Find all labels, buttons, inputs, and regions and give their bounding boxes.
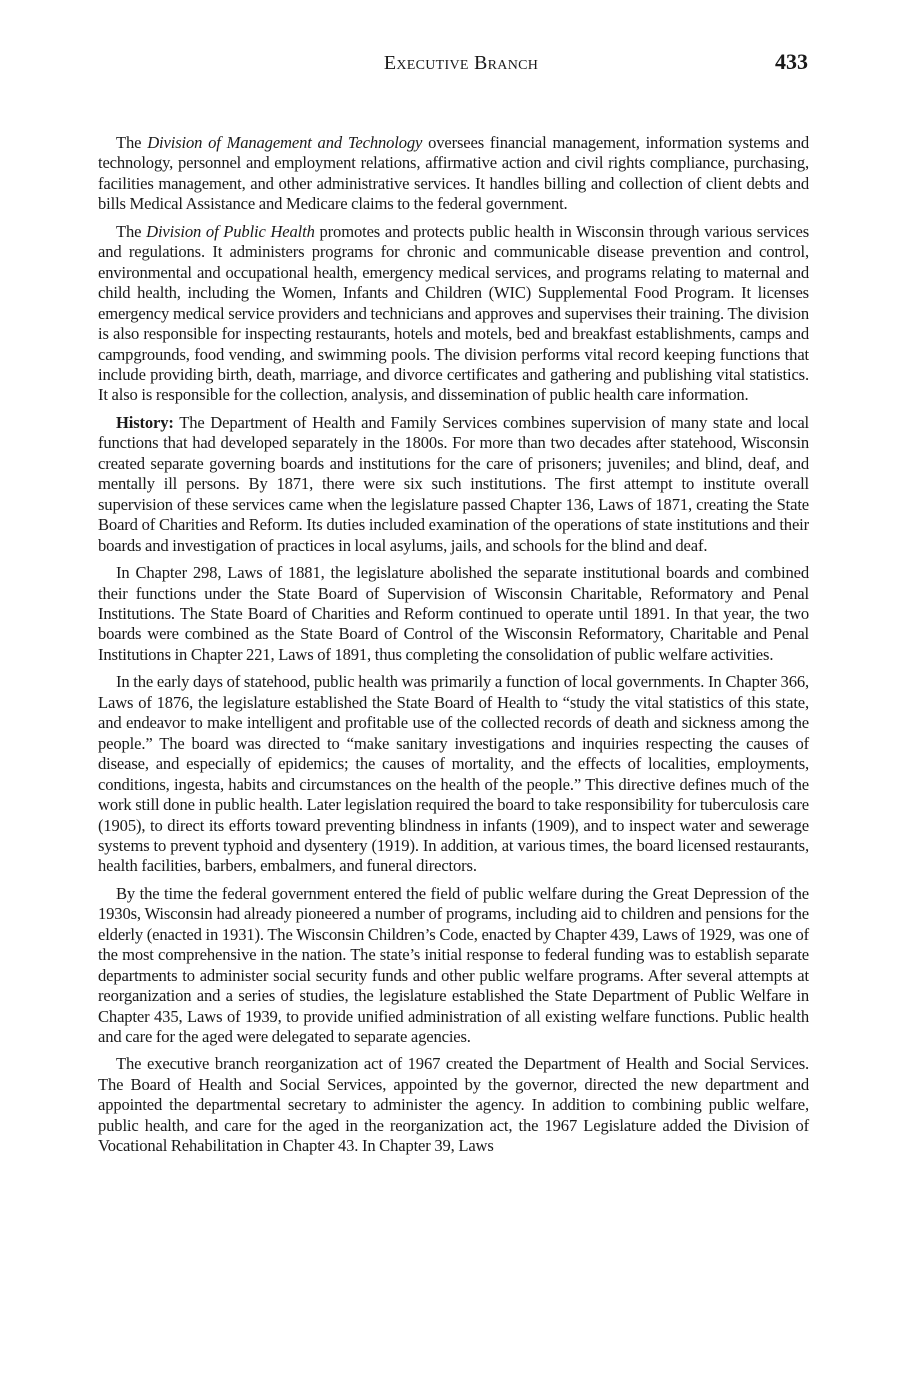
paragraph-history	[98, 413, 809, 556]
paragraph-great-depression	[98, 884, 809, 1048]
paragraph-text: The executive branch reorganization act of 1967 created the Department of Health and Social Services. The Board of Health and Social Services, appointed by the governor, directed the new department and appointed the departmental secretary to administer the agency. In addition to combining public welfare, public health, and care for the aged in the reorganization act, the 1967 Legislature added the Division of Vocational Rehabilitation in Chapter 43. In Chapter 39, Laws	[98, 1054, 809, 1156]
paragraph-text: In Chapter 298, Laws of 1881, the legislature abolished the separate institutional boards and combined their functions under the State Board of Supervision of Wisconsin Charitable, Reformatory and Penal Institutions. The State Board of Charities and Reform continued to operate until 1891. In that year, the two boards were combined as the State Board of Control of the Wisconsin Reformatory, Charitable and Penal Institutions in Chapter 221, Laws of 1891, thus completing the consolidation of public welfare activities.	[98, 563, 809, 664]
paragraph-management-technology: The Division of Management and Technology oversees financial management, information systems and technology, personnel and employment relations, affirmative action and civil rights compliance, purchasing, facilities management, and other administrative services. It handles billing and collection of client debts and bills Medical Assistance and Medicare claims to the federal government.	[98, 133, 809, 214]
paragraph-text: In the early days of statehood, public health was primarily a function of local governments. In Chapter 366, Laws of 1876, the legislature established the State Board of Health to “study the vital statistics of this state, and endeavor to make intelligent and profitable use of the collected records of death and sickness among the people.” The board was directed to “make sanitary investigations and inquiries respecting the causes of disease, and especially of epidemics; the causes of mortality, and the effects of localities, employments, conditions, ingesta, habits and circumstances on the health of the people.” This directive defines much of the work still done in public health. Later legislation required the board to take responsibility for tuberculosis care (1905), to direct its efforts toward preventing blindness in infants (1909), and to inspect water and sewerage systems to prevent typhoid and dysentery (1919). In addition, at various times, the board licensed restaurants, health facilities, barbers, embalmers, and funeral directors.	[98, 672, 809, 876]
history-heading: History:	[116, 412, 174, 432]
division-name-management-technology: Division of Management and Technology	[147, 133, 423, 152]
paragraph-public-health: The Division of Public Health promotes and protects public health in Wisconsin through various services and regulations. It administers programs for chronic and communicable disease prevention and control, environmental and occupational health, emergency medical services, and programs relating to maternal and child health, including the Women, Infants and Children (WIC) Supplemental Food Program. It licenses emergency medical service providers and technicians and approves and supervises their training. The division is also responsible for inspecting restaurants, hotels and motels, bed and breakfast establishments, camps and campgrounds, food vending, and swimming pools. The division performs vital record keeping functions that include providing birth, death, marriage, and divorce certificates and gathering and publishing vital statistics. It also is responsible for the collection, analysis, and dissemination of public health care information.	[98, 221, 810, 405]
page-header	[114, 49, 808, 82]
running-head: Executive Branch	[383, 52, 539, 74]
paragraph-text: oversees financial management, information systems and technology, personnel and employment relations, affirmative action and civil rights compliance, purchasing, facilities management, and other administrative services. It handles billing and collection of client debts and bills Medical Assistance and Medicare claims to the federal government.	[98, 133, 809, 214]
page-number: 433	[775, 49, 808, 74]
paragraph-reorganization-1967	[98, 1054, 809, 1156]
paragraph-chapter-298	[98, 563, 809, 665]
paragraph-public-health-history	[98, 672, 809, 877]
paragraph-text: By the time the federal government entered the field of public welfare during the Great Depression of the 1930s, Wisconsin had already pioneered a number of programs, including aid to children and pensions for the elderly (enacted in 1931). The Wisconsin Children’s Code, enacted by Chapter 439, Laws of 1929, was one of the most comprehensive in the nation. The state’s initial response to federal funding was to establish separate departments to administer social security funds and other public welfare programs. After several attempts at reorganization and a series of studies, the legislature established the State Department of Public Welfare in Chapter 435, Laws of 1939, to provide unified administration of all existing welfare functions. Public health and care for the aged were delegated to separate agencies.	[98, 883, 809, 1047]
body-text	[98, 133, 809, 1164]
division-name-public-health: Division of Public Health	[146, 221, 315, 241]
paragraph-text: The Department of Health and Family Services combines supervision of many state and local functions that had developed separately in the 1800s. For more than two decades after statehood, Wisconsin created separate governing boards and institutions for the care of prisoners; juveniles; and blind, deaf, and mentally ill persons. By 1871, there were six such institutions. The first attempt to institute overall supervision of these services came when the legislature passed Chapter 136, Laws of 1871, creating the State Board of Charities and Reform. Its duties included examination of the operations of state institutions and their boards and investigation of practices in local asylums, jails, and schools for the blind and deaf.	[98, 412, 809, 555]
paragraph-text: promotes and protects public health in Wisconsin through various services and regulations. It administers programs for chronic and communicable disease prevention and control, environmental and occupational health, emergency medical services, and programs relating to maternal and child health, including the Women, Infants and Children (WIC) Supplemental Food Program. It licenses emergency medical service providers and technicians and approves and supervises their training. The division is also responsible for inspecting restaurants, hotels and motels, bed and breakfast establishments, camps and campgrounds, food vending, and swimming pools. The division performs vital record keeping functions that include providing birth, death, marriage, and divorce certificates and gathering and publishing vital statistics. It also is responsible for the collection, analysis, and dissemination of public health care information.	[98, 221, 810, 405]
